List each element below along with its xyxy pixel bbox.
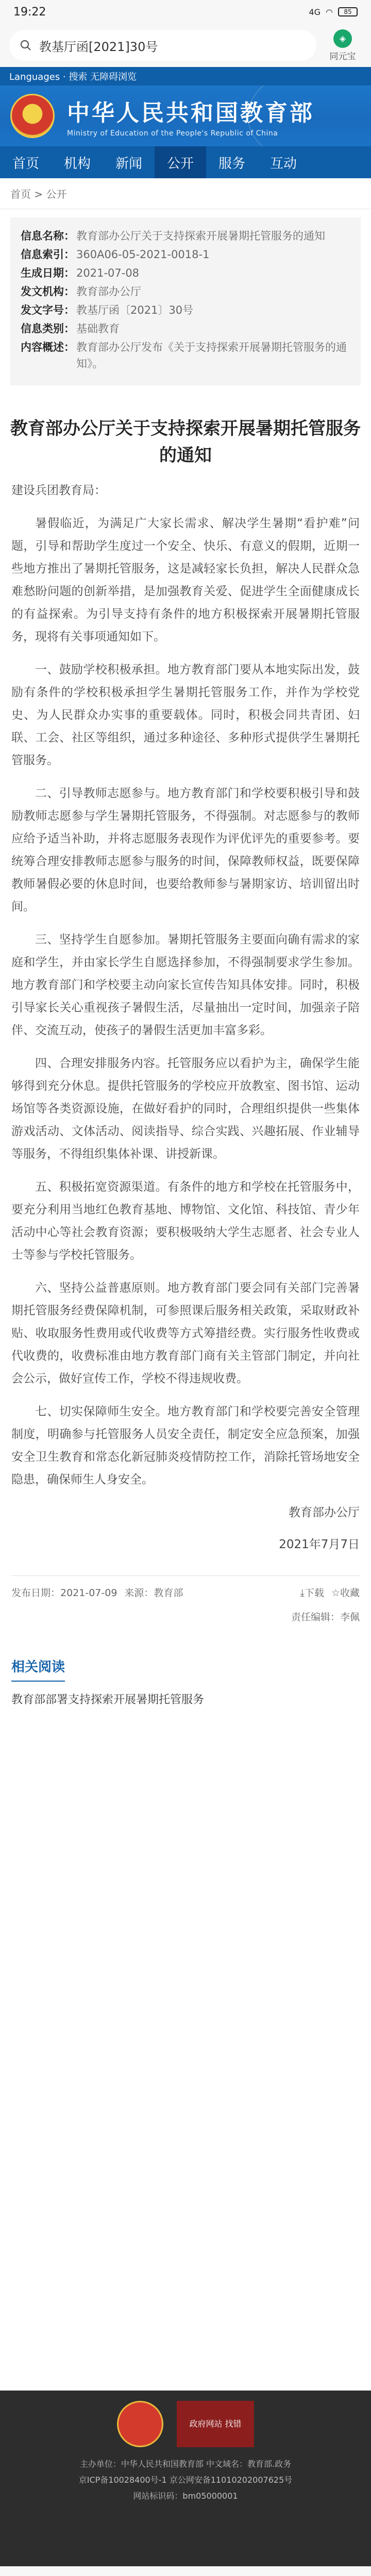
status-time: 19:22 bbox=[13, 5, 46, 19]
download-button[interactable] bbox=[300, 1585, 324, 1599]
favorite-button[interactable] bbox=[331, 1585, 360, 1599]
related-reading bbox=[11, 1656, 360, 1707]
download-icon: ⤓ bbox=[300, 1587, 305, 1599]
info-label: 发文机构： bbox=[21, 285, 75, 298]
info-value: 教育部办公厅 bbox=[76, 285, 141, 298]
info-value: 360A06-05-2021-0018-1 bbox=[76, 248, 210, 261]
source: 来源：教育部 bbox=[124, 1587, 183, 1599]
article-title: 教育部办公厅关于支持探索开展暑期托管服务的通知 bbox=[10, 418, 361, 466]
article-salutation: 建设兵团教育局： bbox=[11, 484, 106, 497]
info-label: 发文字号： bbox=[21, 304, 75, 316]
address-text: 教基厅函[2021]30号 bbox=[39, 39, 158, 54]
status-bar bbox=[0, 0, 371, 24]
article-paragraph: 四、合理安排服务内容。托管服务应以看护为主，确保学生能够得到充分休息。提供托管服务的学校应开放教室、图书馆、运动场馆等各类资源设施，在做好看护的同时，合理组织提供一些集体游戏活动、文体活动、阅读指导、综合实践、兴趣拓展、作业辅导等服务，不得组织集体补课、讲授新课。 bbox=[11, 1057, 360, 1161]
info-value: 教基厅函〔2021〕30号 bbox=[76, 304, 194, 316]
banner-decoration bbox=[247, 86, 371, 146]
info-row bbox=[21, 265, 352, 281]
related-title: 相关阅读 bbox=[11, 1656, 65, 1682]
site-banner bbox=[0, 86, 371, 146]
nav-item-interaction[interactable]: 互动 bbox=[269, 156, 297, 172]
info-value: 教育部办公厅发布《关于支持探索开展暑期托管服务的通知》。 bbox=[76, 341, 347, 370]
national-emblem-icon bbox=[10, 94, 55, 138]
banner-cn-title: 中华人民共和国教育部 bbox=[67, 100, 314, 126]
info-label: 信息名称： bbox=[21, 230, 75, 242]
battery-level: 85 bbox=[344, 8, 352, 15]
browser-bottom-bar bbox=[0, 2566, 371, 2576]
nav-item-news[interactable]: 新闻 bbox=[115, 156, 142, 172]
article-paragraph: 五、积极拓宽资源渠道。有条件的地方和学校在托管服务中，要充分利用当地红色教育基地、博物馆、文化馆、科技馆、青少年活动中心等社会教育资源；要积极吸纳大学生志愿者、社会专业人士等参与学校托管服务。 bbox=[11, 1180, 360, 1262]
wifi-icon: ◠ bbox=[326, 7, 333, 17]
article-paragraph: 一、鼓励学校积极承担。地方教育部门要从本地实际出发，鼓励有条件的学校积极承担学生暑期托管服务工作，并作为学校党史、为人民群众办实事的重要载体。同时，积极会同共青团、妇联、工会、社区等组织，通过多种途径、多种形式提供学生暑期托管服务。 bbox=[11, 663, 360, 767]
nav-item-home[interactable]: 首页 bbox=[12, 156, 39, 172]
document-info-box bbox=[10, 217, 361, 385]
article-date: 2021年7月7日 bbox=[279, 1538, 360, 1551]
article-tools bbox=[300, 1585, 360, 1599]
info-value: 基础教育 bbox=[76, 323, 120, 335]
article-paragraph: 二、引导教师志愿参与。地方教育部门和学校要积极引导和鼓励教师志愿参与学生暑期托管服务，不得强制。对志愿参与的教师应给予适当补助，并将志愿服务表现作为评优评先的重要参考。要统筹合理安排教师志愿参与服务的时间，保障教师权益，既要保障教师暑假必要的休息时间，也要给教师参与暑期家访、培训留出时间。 bbox=[11, 787, 360, 913]
search-icon bbox=[20, 39, 32, 52]
main-nav bbox=[0, 146, 371, 178]
gov-website-error-button[interactable] bbox=[177, 2401, 254, 2447]
tongyuan-label: 同元宝 bbox=[329, 51, 356, 62]
signal-icon: 4G bbox=[309, 7, 321, 17]
info-row bbox=[21, 320, 352, 337]
publish-date: 发布日期：2021-07-09 bbox=[11, 1587, 117, 1599]
nav-item-institutions[interactable]: 机构 bbox=[63, 156, 91, 172]
star-icon: ☆ bbox=[331, 1587, 340, 1599]
address-bar[interactable] bbox=[9, 30, 316, 61]
info-row bbox=[21, 228, 352, 244]
party-badge-icon[interactable] bbox=[117, 2401, 163, 2447]
footer-sponsor: 主办单位：中华人民共和国教育部 中文域名：教育部.政务 bbox=[79, 2459, 292, 2469]
download-label: 下载 bbox=[304, 1587, 324, 1599]
nav-item-public[interactable]: 公开 bbox=[155, 146, 206, 178]
favorite-label: 收藏 bbox=[340, 1587, 360, 1599]
footer-logos bbox=[0, 2401, 371, 2447]
article-body bbox=[11, 479, 360, 1556]
article-paragraph: 暑假临近，为满足广大家长需求、解决学生暑期“看护难”问题，引导和帮助学生度过一个安全、快乐、有意义的假期，近期一些地方推出了暑期托管服务，这是减轻家长负担，解决人民群众急难愁盼问题的创新举措，是加强教育关爱、促进学生全面健康成长的有益探索。为引导支持有条件的地方积极探索开展暑期托管服务，现将有关事项通知如下。 bbox=[11, 517, 360, 643]
info-row bbox=[21, 302, 352, 318]
info-label: 内容概述： bbox=[21, 341, 75, 353]
info-label: 生成日期： bbox=[21, 267, 75, 279]
info-label: 信息索引： bbox=[21, 248, 75, 261]
nav-item-service[interactable]: 服务 bbox=[218, 156, 245, 172]
tongyuan-button[interactable] bbox=[324, 29, 362, 62]
language-links[interactable]: Languages · 搜索 无障碍浏览 bbox=[9, 72, 137, 82]
banner-en-title: Ministry of Education of the People's Republic of China bbox=[67, 129, 278, 138]
battery-icon bbox=[338, 7, 358, 16]
tongyuan-icon: ◈ bbox=[333, 29, 352, 48]
info-value: 教育部办公厅关于支持探索开展暑期托管服务的通知 bbox=[76, 230, 325, 242]
browser-toolbar bbox=[0, 24, 371, 67]
related-link[interactable]: 教育部部署支持探索开展暑期托管服务 bbox=[11, 1693, 205, 1706]
article-signature: 教育部办公厅 bbox=[289, 1506, 360, 1519]
info-label: 信息类别： bbox=[21, 323, 75, 335]
gov-website-error-label: 政府网站 找错 bbox=[189, 2419, 242, 2429]
footer-icp[interactable]: 京ICP备10028400号-1 京公网安备11010202007625号 bbox=[78, 2475, 293, 2485]
info-row bbox=[21, 339, 352, 372]
status-icons bbox=[309, 7, 358, 17]
article-paragraph: 七、切实保障师生安全。地方教育部门和学校要完善安全管理制度，明确参与托管服务人员安全责任，制定安全应急预案，加强安全卫生教育和常态化新冠肺炎疫情防控工作，消除托管场地安全隐患，确保师生人身安全。 bbox=[11, 1405, 360, 1486]
article-paragraph: 三、坚持学生自愿参加。暑期托管服务主要面向确有需求的家庭和学生，并由家长学生自愿选择参加，不得强制要求学生参加。地方教育部门和学校要主动向家长宣传告知具体安排。同时，积极引导家长关心重视孩子暑假生活，尽量抽出一定时间，加强亲子陪伴、交流互动，使孩子的暑假生活更加丰富多彩。 bbox=[11, 933, 360, 1037]
breadcrumb[interactable]: 首页 > 公开 bbox=[0, 178, 371, 209]
site-footer bbox=[0, 2391, 371, 2566]
language-bar[interactable] bbox=[0, 67, 371, 86]
footer-site-id: 网站标识码：bm05000001 bbox=[133, 2491, 238, 2501]
article-paragraph: 六、坚持公益普惠原则。地方教育部门要会同有关部门完善暑期托管服务经费保障机制，可参照课后服务相关政策，采取财政补贴、收取服务性费用或代收费等方式筹措经费。实行服务性收费或代收费的，收费标准由地方教育部门商有关主管部门制定，并向社会公示，做好宣传工作，学校不得违规收费。 bbox=[11, 1281, 360, 1385]
editor-credit: 责任编辑：李佩 bbox=[291, 1612, 360, 1623]
info-row bbox=[21, 246, 352, 263]
info-row bbox=[21, 283, 352, 300]
article-meta bbox=[11, 1575, 360, 1623]
info-value: 2021-07-08 bbox=[76, 267, 140, 279]
